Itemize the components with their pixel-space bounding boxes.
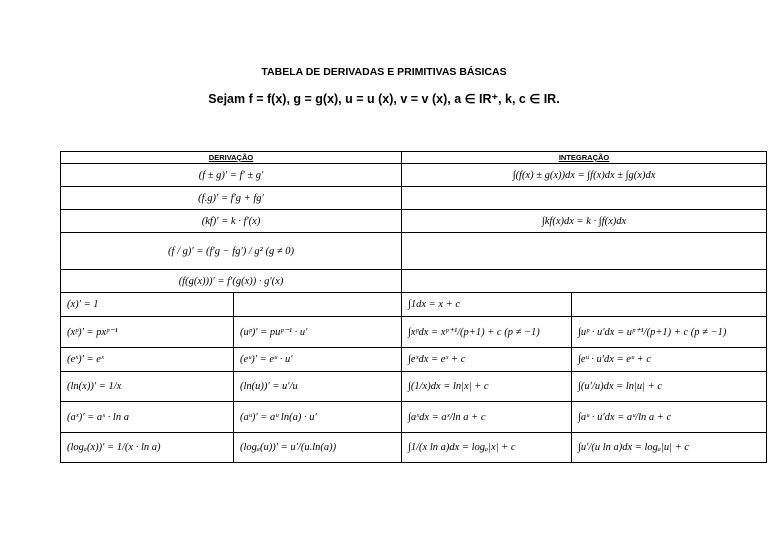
- table-row: [61, 402, 767, 433]
- derivative-ln-x: (ln(x))′ = 1/x: [61, 372, 234, 402]
- integral-u-empty: [572, 293, 767, 317]
- derivative-x: (x)′ = 1: [61, 293, 234, 317]
- table-row: [61, 187, 767, 210]
- table-row: [61, 293, 767, 317]
- sum-rule-derivative: (f ± g)′ = f′ ± g′: [61, 164, 402, 187]
- table-row: [61, 372, 767, 402]
- chain-rule-derivative: (f(g(x)))′ = f′(g(x)) · g′(x): [61, 270, 402, 293]
- document-subtitle: Sejam f = f(x), g = g(x), u = u (x), v = v (x), a ∈ IR⁺, k, c ∈ IR.: [208, 92, 560, 106]
- table-row: [61, 433, 767, 463]
- table-row: [61, 348, 767, 372]
- integracao-header: INTEGRAÇÃO: [402, 152, 767, 164]
- derivative-u-empty: [234, 293, 402, 317]
- integral-one: ∫1dx = x + c: [402, 293, 572, 317]
- constant-rule-integral: ∫kf(x)dx = k · ∫f(x)dx: [402, 210, 767, 233]
- table-row: [61, 270, 767, 293]
- integral-log-u: ∫u′/(u ln a)dx = logₐ|u| + c: [572, 433, 767, 463]
- table-row: [61, 210, 767, 233]
- derivative-exp-x: (eˣ)′ = eˣ: [61, 348, 234, 372]
- derivative-power-u: (uᵖ)′ = puᵖ⁻¹ · u′: [234, 317, 402, 348]
- integral-a-pow-u: ∫aᵘ · u′dx = aᵘ/ln a + c: [572, 402, 767, 433]
- table-row: [61, 233, 767, 270]
- integral-power-x: ∫xᵖdx = xᵖ⁺¹/(p+1) + c (p ≠ −1): [402, 317, 572, 348]
- table-header-row: [61, 152, 767, 164]
- constant-rule-derivative: (kf)′ = k · f′(x): [61, 210, 402, 233]
- integral-a-pow-x: ∫aˣdx = aˣ/ln a + c: [402, 402, 572, 433]
- integral-exp-u: ∫eᵘ · u′dx = eᵘ + c: [572, 348, 767, 372]
- derivative-a-pow-x: (aˣ)′ = aˣ · ln a: [61, 402, 234, 433]
- derivative-log-x: (logₐ(x))′ = 1/(x · ln a): [61, 433, 234, 463]
- derivative-a-pow-u: (aᵘ)′ = aᵘ ln(a) · u′: [234, 402, 402, 433]
- product-rule-derivative: (f.g)′ = f′g + fg′: [61, 187, 402, 210]
- integral-log-x: ∫1/(x ln a)dx = logₐ|x| + c: [402, 433, 572, 463]
- integral-reciprocal-x: ∫(1/x)dx = ln|x| + c: [402, 372, 572, 402]
- sum-rule-integral: ∫(f(x) ± g(x))dx = ∫f(x)dx ± ∫g(x)dx: [402, 164, 767, 187]
- derivative-log-u: (logₐ(u))′ = u′/(u.ln(a)): [234, 433, 402, 463]
- table-row: [61, 164, 767, 187]
- derivative-ln-u: (ln(u))′ = u′/u: [234, 372, 402, 402]
- derivative-power-x: (xᵖ)′ = pxᵖ⁻¹: [61, 317, 234, 348]
- integral-exp-x: ∫eˣdx = eˣ + c: [402, 348, 572, 372]
- quotient-rule-derivative: (f / g)′ = (f′g − fg′) / g² (g ≠ 0): [61, 233, 402, 270]
- chain-rule-integral: [402, 270, 767, 293]
- table-row: [61, 317, 767, 348]
- document-title: TABELA DE DERIVADAS E PRIMITIVAS BÁSICAS: [261, 66, 507, 78]
- formula-table: [60, 151, 767, 463]
- integral-reciprocal-u: ∫(u′/u)dx = ln|u| + c: [572, 372, 767, 402]
- integral-power-u: ∫uᵖ · u′dx = uᵖ⁺¹/(p+1) + c (p ≠ −1): [572, 317, 767, 348]
- quotient-rule-integral: [402, 233, 767, 270]
- product-rule-integral: [402, 187, 767, 210]
- derivacao-header: DERIVAÇÃO: [61, 152, 402, 164]
- derivative-exp-u: (eᵘ)′ = eᵘ · u′: [234, 348, 402, 372]
